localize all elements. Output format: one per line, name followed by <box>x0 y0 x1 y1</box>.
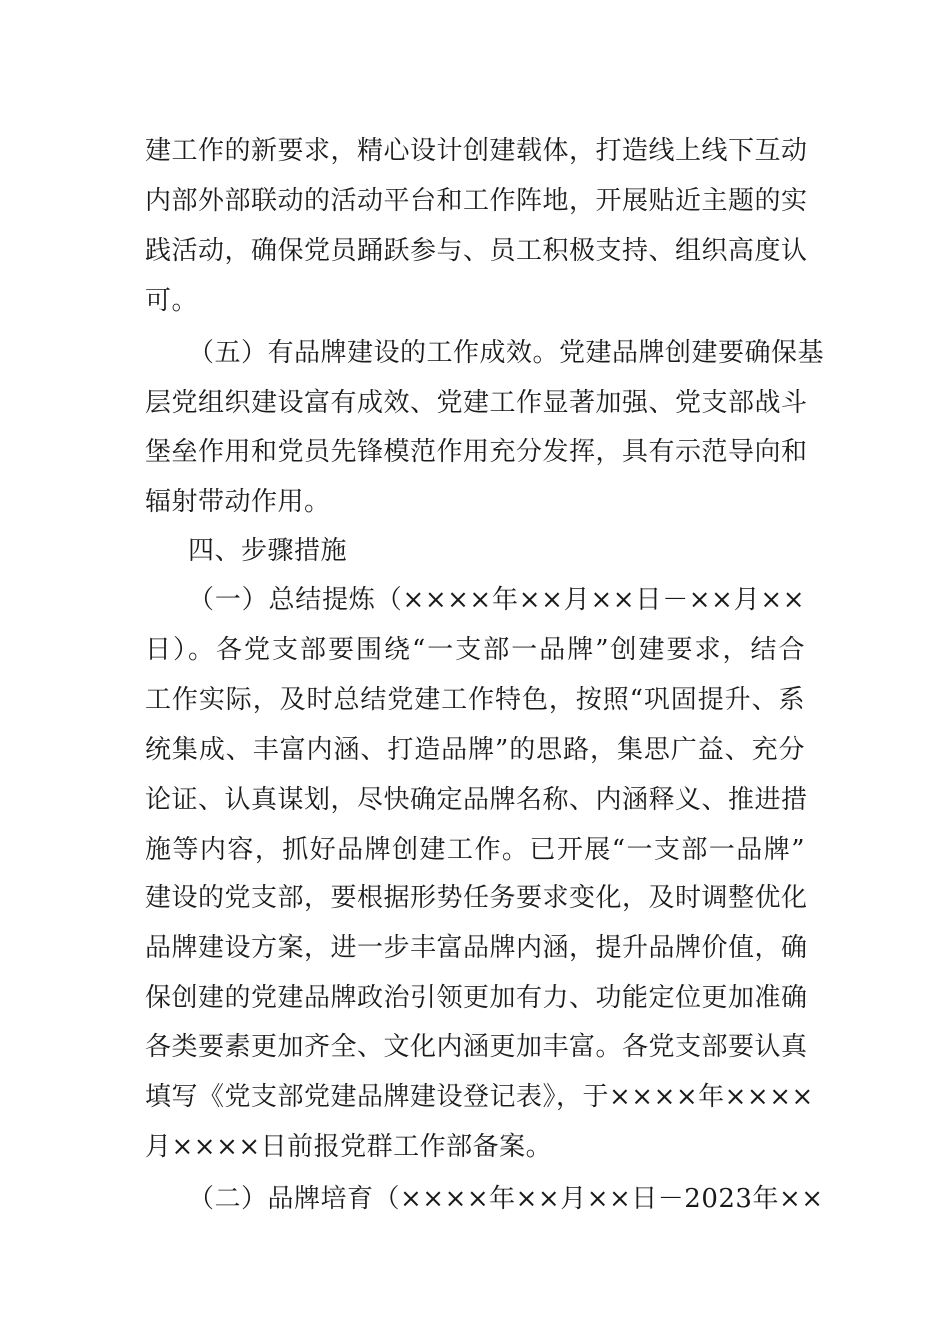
text-line: （五）有品牌建设的工作成效。党建品牌创建要确保基 <box>188 338 825 368</box>
text-line: 填写《党支部党建品牌建设登记表》，于××××年×××× <box>145 1082 814 1112</box>
text-line: 可。 <box>145 286 199 316</box>
text-line: 日）。各党支部要围绕“一支部一品牌”创建要求，结合 <box>145 635 805 665</box>
text-line: 统集成、丰富内涵、打造品牌”的思路，集思广益、充分 <box>145 735 805 765</box>
text-line: （一）总结提炼（××××年××月××日－××月×× <box>188 585 805 615</box>
text-line: 工作实际，及时总结党建工作特色，按照“巩固提升、系 <box>145 685 805 715</box>
text-line: 品牌建设方案，进一步丰富品牌内涵，提升品牌价值，确 <box>145 933 808 963</box>
text-line: 施等内容，抓好品牌创建工作。已开展“一支部一品牌” <box>145 835 805 865</box>
text-line: 堡垒作用和党员先锋模范作用充分发挥，具有示范导向和 <box>145 437 808 467</box>
text-line: 月××××日前报党群工作部备案。 <box>145 1132 553 1162</box>
text-line: 建设的党支部，要根据形势任务要求变化，及时调整优化 <box>145 883 808 913</box>
text-line: 论证、认真谋划，尽快确定品牌名称、内涵释义、推进措 <box>145 785 808 815</box>
text-line: 辐射带动作用。 <box>145 487 331 517</box>
text-line: （二）品牌培育（××××年××月××日－2023年×× <box>188 1184 824 1214</box>
text-line: 践活动，确保党员踊跃参与、员工积极支持、组织高度认 <box>145 236 808 266</box>
text-line: 内部外部联动的活动平台和工作阵地，开展贴近主题的实 <box>145 186 808 216</box>
text-line: 各类要素更加齐全、文化内涵更加丰富。各党支部要认真 <box>145 1032 808 1062</box>
section-heading: 四、步骤措施 <box>188 536 348 566</box>
text-line: 层党组织建设富有成效、党建工作显著加强、党支部战斗 <box>145 388 808 418</box>
text-line: 建工作的新要求，精心设计创建载体，打造线上线下互动 <box>145 136 808 166</box>
text-line: 保创建的党建品牌政治引领更加有力、功能定位更加准确 <box>145 983 808 1013</box>
